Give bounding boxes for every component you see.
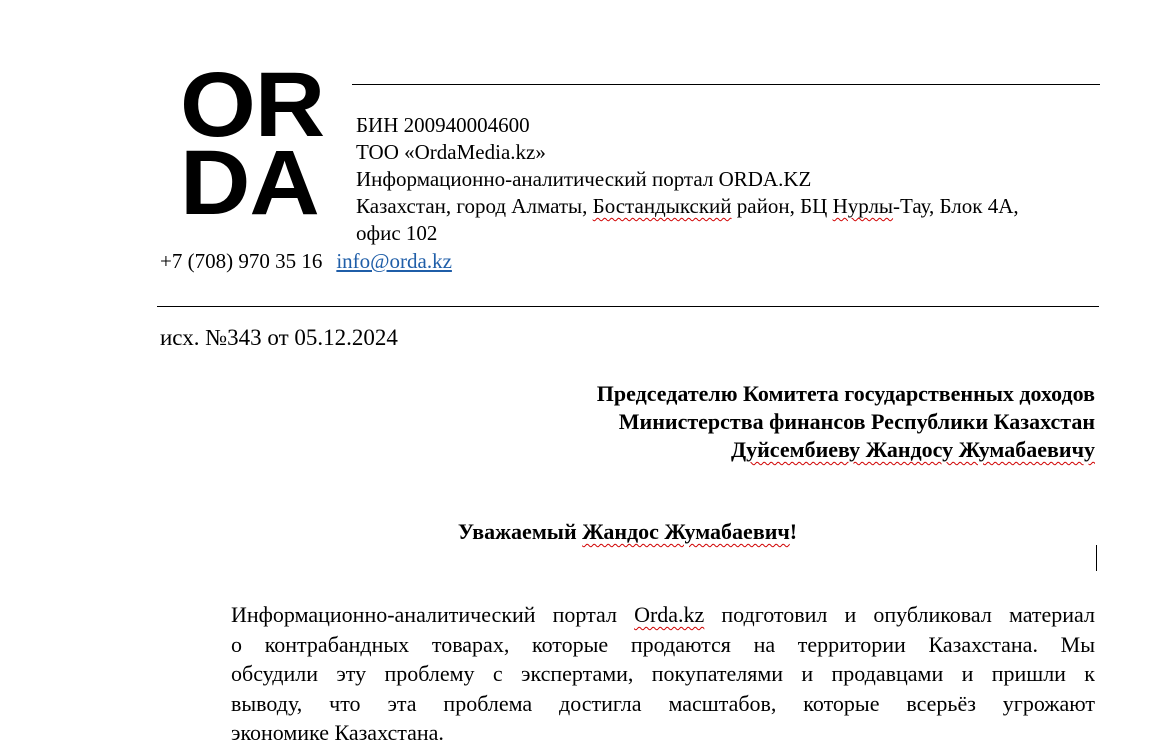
addressee-line-2: Министерства финансов Республики Казахстан [618, 409, 1095, 434]
header-rule-bottom [157, 306, 1099, 307]
address-mid: район, БЦ [731, 194, 833, 218]
greeting [0, 518, 1173, 546]
addressee-line-3: Дуйсембиеву Жандосу Жумабаевичу [731, 437, 1095, 462]
orda-logo [180, 54, 331, 234]
body-line-1-b: подготовил и опубликовал материал [704, 602, 1095, 627]
address-district: Бостандыкский [592, 194, 732, 218]
contacts-line [160, 248, 452, 275]
address-office: офис 102 [356, 221, 438, 245]
address-suffix: -Тау, Блок 4А, [893, 194, 1019, 218]
greeting-suffix: ! [789, 519, 798, 544]
greeting-prefix: Уважаемый [457, 519, 583, 544]
email-link[interactable]: info@orda.kz [336, 249, 452, 273]
body-line-3: обсудили эту проблему с экспертами, покупателями и продавцами и пришли к [231, 661, 1095, 686]
addressee-block [597, 380, 1095, 464]
logo-line-2: DA [180, 132, 319, 234]
addressee-line-1: Председателю Комитета государственных доходов [596, 381, 1095, 406]
outgoing-number: исх. №343 от 05.12.2024 [160, 325, 398, 350]
phone-number: +7 (708) 970 35 16 [160, 249, 323, 273]
company-requisites [356, 112, 1019, 247]
greeting-name: Жандос Жумабаевич [582, 519, 790, 544]
header-rule-top [352, 84, 1100, 85]
body-line-5: экономике Казахстана. [231, 720, 444, 745]
portal-name: Информационно-аналитический портал ORDA.KZ [356, 167, 812, 191]
address-line [356, 193, 1019, 220]
logo-line-1: OR [180, 54, 325, 156]
body-line-2: о контрабандных товарах, которые продаются на территории Казахстана. Мы [231, 631, 1095, 657]
body-site-name: Orda.kz [634, 602, 705, 627]
text-cursor [1096, 545, 1097, 571]
bin-line: БИН 200940004600 [356, 113, 530, 137]
body-line-4: выводу, что эта проблема достигла масштабов, которые всерьёз угрожают [231, 690, 1095, 716]
body-line-1 [231, 600, 1095, 630]
letter-body-paragraph [231, 600, 1095, 748]
address-bc: Нурлы [832, 194, 894, 218]
address-prefix: Казахстан, город Алматы, [356, 194, 593, 218]
company-name: ТОО «OrdaMedia.kz» [356, 140, 546, 164]
body-line-1-a: Информационно-аналитический портал [231, 602, 635, 627]
